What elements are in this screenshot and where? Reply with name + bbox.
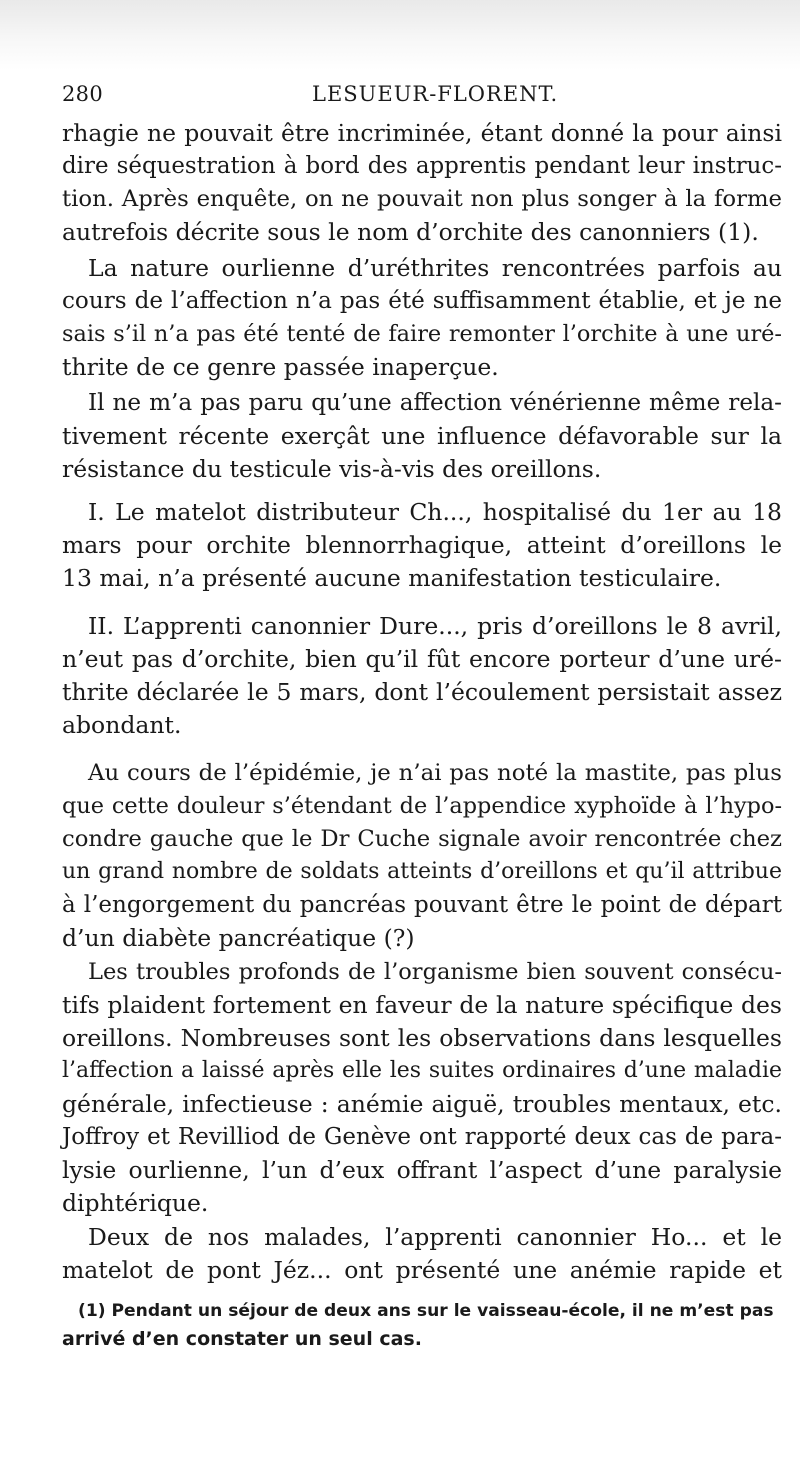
text-line: tifs plaident fortement en faveur de la nature spécifique des bbox=[62, 991, 782, 1019]
text-line: Les troubles profonds de l’organisme bien souvent consécu- bbox=[88, 959, 782, 985]
text-line: Deux de nos malades, l’apprenti canonnier Ho... et le bbox=[88, 1223, 782, 1251]
text-line: abondant. bbox=[62, 711, 182, 739]
text-line: oreillons. Nombreuses sont les observations dans lesquelles bbox=[62, 1024, 782, 1052]
text-line: Au cours de l’épidémie, je n’ai pas noté la mastite, pas plus bbox=[88, 760, 782, 786]
text-line: diphtérique. bbox=[62, 1189, 209, 1217]
text-line: I. Le matelot distributeur Ch..., hospitalisé du 1er au 18 bbox=[88, 498, 782, 526]
text-line: tivement récente exerçât une influence défavorable sur la bbox=[62, 422, 782, 450]
text-line: 13 mai, n’a présenté aucune manifestation testiculaire. bbox=[62, 564, 722, 592]
text-line: sais s’il n’a pas été tenté de faire remonter l’orchite à une uré- bbox=[62, 321, 782, 347]
text-line: n’eut pas d’orchite, bien qu’il fût encore porteur d’une uré- bbox=[62, 645, 782, 673]
text-line: à l’engorgement du pancréas pouvant être le point de départ bbox=[62, 892, 782, 918]
text-line: dire séquestration à bord des apprentis pendant leur instruc- bbox=[62, 153, 782, 179]
footnote-line: arrivé d’en constater un seul cas. bbox=[62, 1328, 422, 1350]
text-line: autrefois décrite sous le nom d’orchite des canonniers (1). bbox=[62, 218, 759, 246]
text-line: rhagie ne pouvait être incriminée, étant donné la pour ainsi bbox=[62, 119, 782, 147]
text-line: matelot de pont Jéz... ont présenté une anémie rapide et bbox=[62, 1256, 782, 1284]
text-line: Joffroy et Revilliod de Genève ont rapporté deux cas de para- bbox=[62, 1124, 782, 1150]
text-line: que cette douleur s’étendant de l’appendice xyphoïde à l’hypo- bbox=[62, 793, 782, 819]
text-line: un grand nombre de soldats atteints d’oreillons et qu’il attribue bbox=[62, 859, 782, 884]
text-line: Il ne m’a pas paru qu’une affection vénérienne même rela- bbox=[88, 390, 782, 416]
text-line: condre gauche que le Dr Cuche signale avoir rencontrée chez bbox=[62, 826, 782, 852]
footnote-line: (1) Pendant un séjour de deux ans sur le vaisseau-école, il ne m’est pas bbox=[78, 1301, 774, 1321]
text-line: thrite de ce genre passée inaperçue. bbox=[62, 353, 499, 381]
text-line: La nature ourlienne d’uréthrites rencontrées parfois au bbox=[88, 254, 782, 282]
text-line: générale, infectieuse : anémie aiguë, troubles mentaux, etc. bbox=[62, 1090, 782, 1118]
text-line: l’affection a laissé après elle les suites ordinaires d’une maladie bbox=[62, 1058, 782, 1083]
text-line: thrite déclarée le 5 mars, dont l’écoulement persistait assez bbox=[62, 678, 782, 706]
page-number: 280 bbox=[62, 82, 103, 106]
text-line: résistance du testicule vis-à-vis des oreillons. bbox=[62, 455, 602, 483]
text-line: II. L’apprenti canonnier Dure..., pris d’oreillons le 8 avril, bbox=[88, 612, 782, 640]
text-line: tion. Après enquête, on ne pouvait non plus songer à la forme bbox=[62, 186, 782, 212]
running-header bbox=[62, 82, 722, 112]
text-line: d’un diabète pancréatique (?) bbox=[62, 924, 415, 952]
running-title: LESUEUR-FLORENT. bbox=[312, 82, 559, 106]
text-line: mars pour orchite blennorrhagique, atteint d’oreillons le bbox=[62, 531, 782, 559]
text-line: cours de l’affection n’a pas été suffisamment établie, et je ne bbox=[62, 288, 782, 314]
text-line: lysie ourlienne, l’un d’eux offrant l’aspect d’une paralysie bbox=[62, 1156, 782, 1184]
